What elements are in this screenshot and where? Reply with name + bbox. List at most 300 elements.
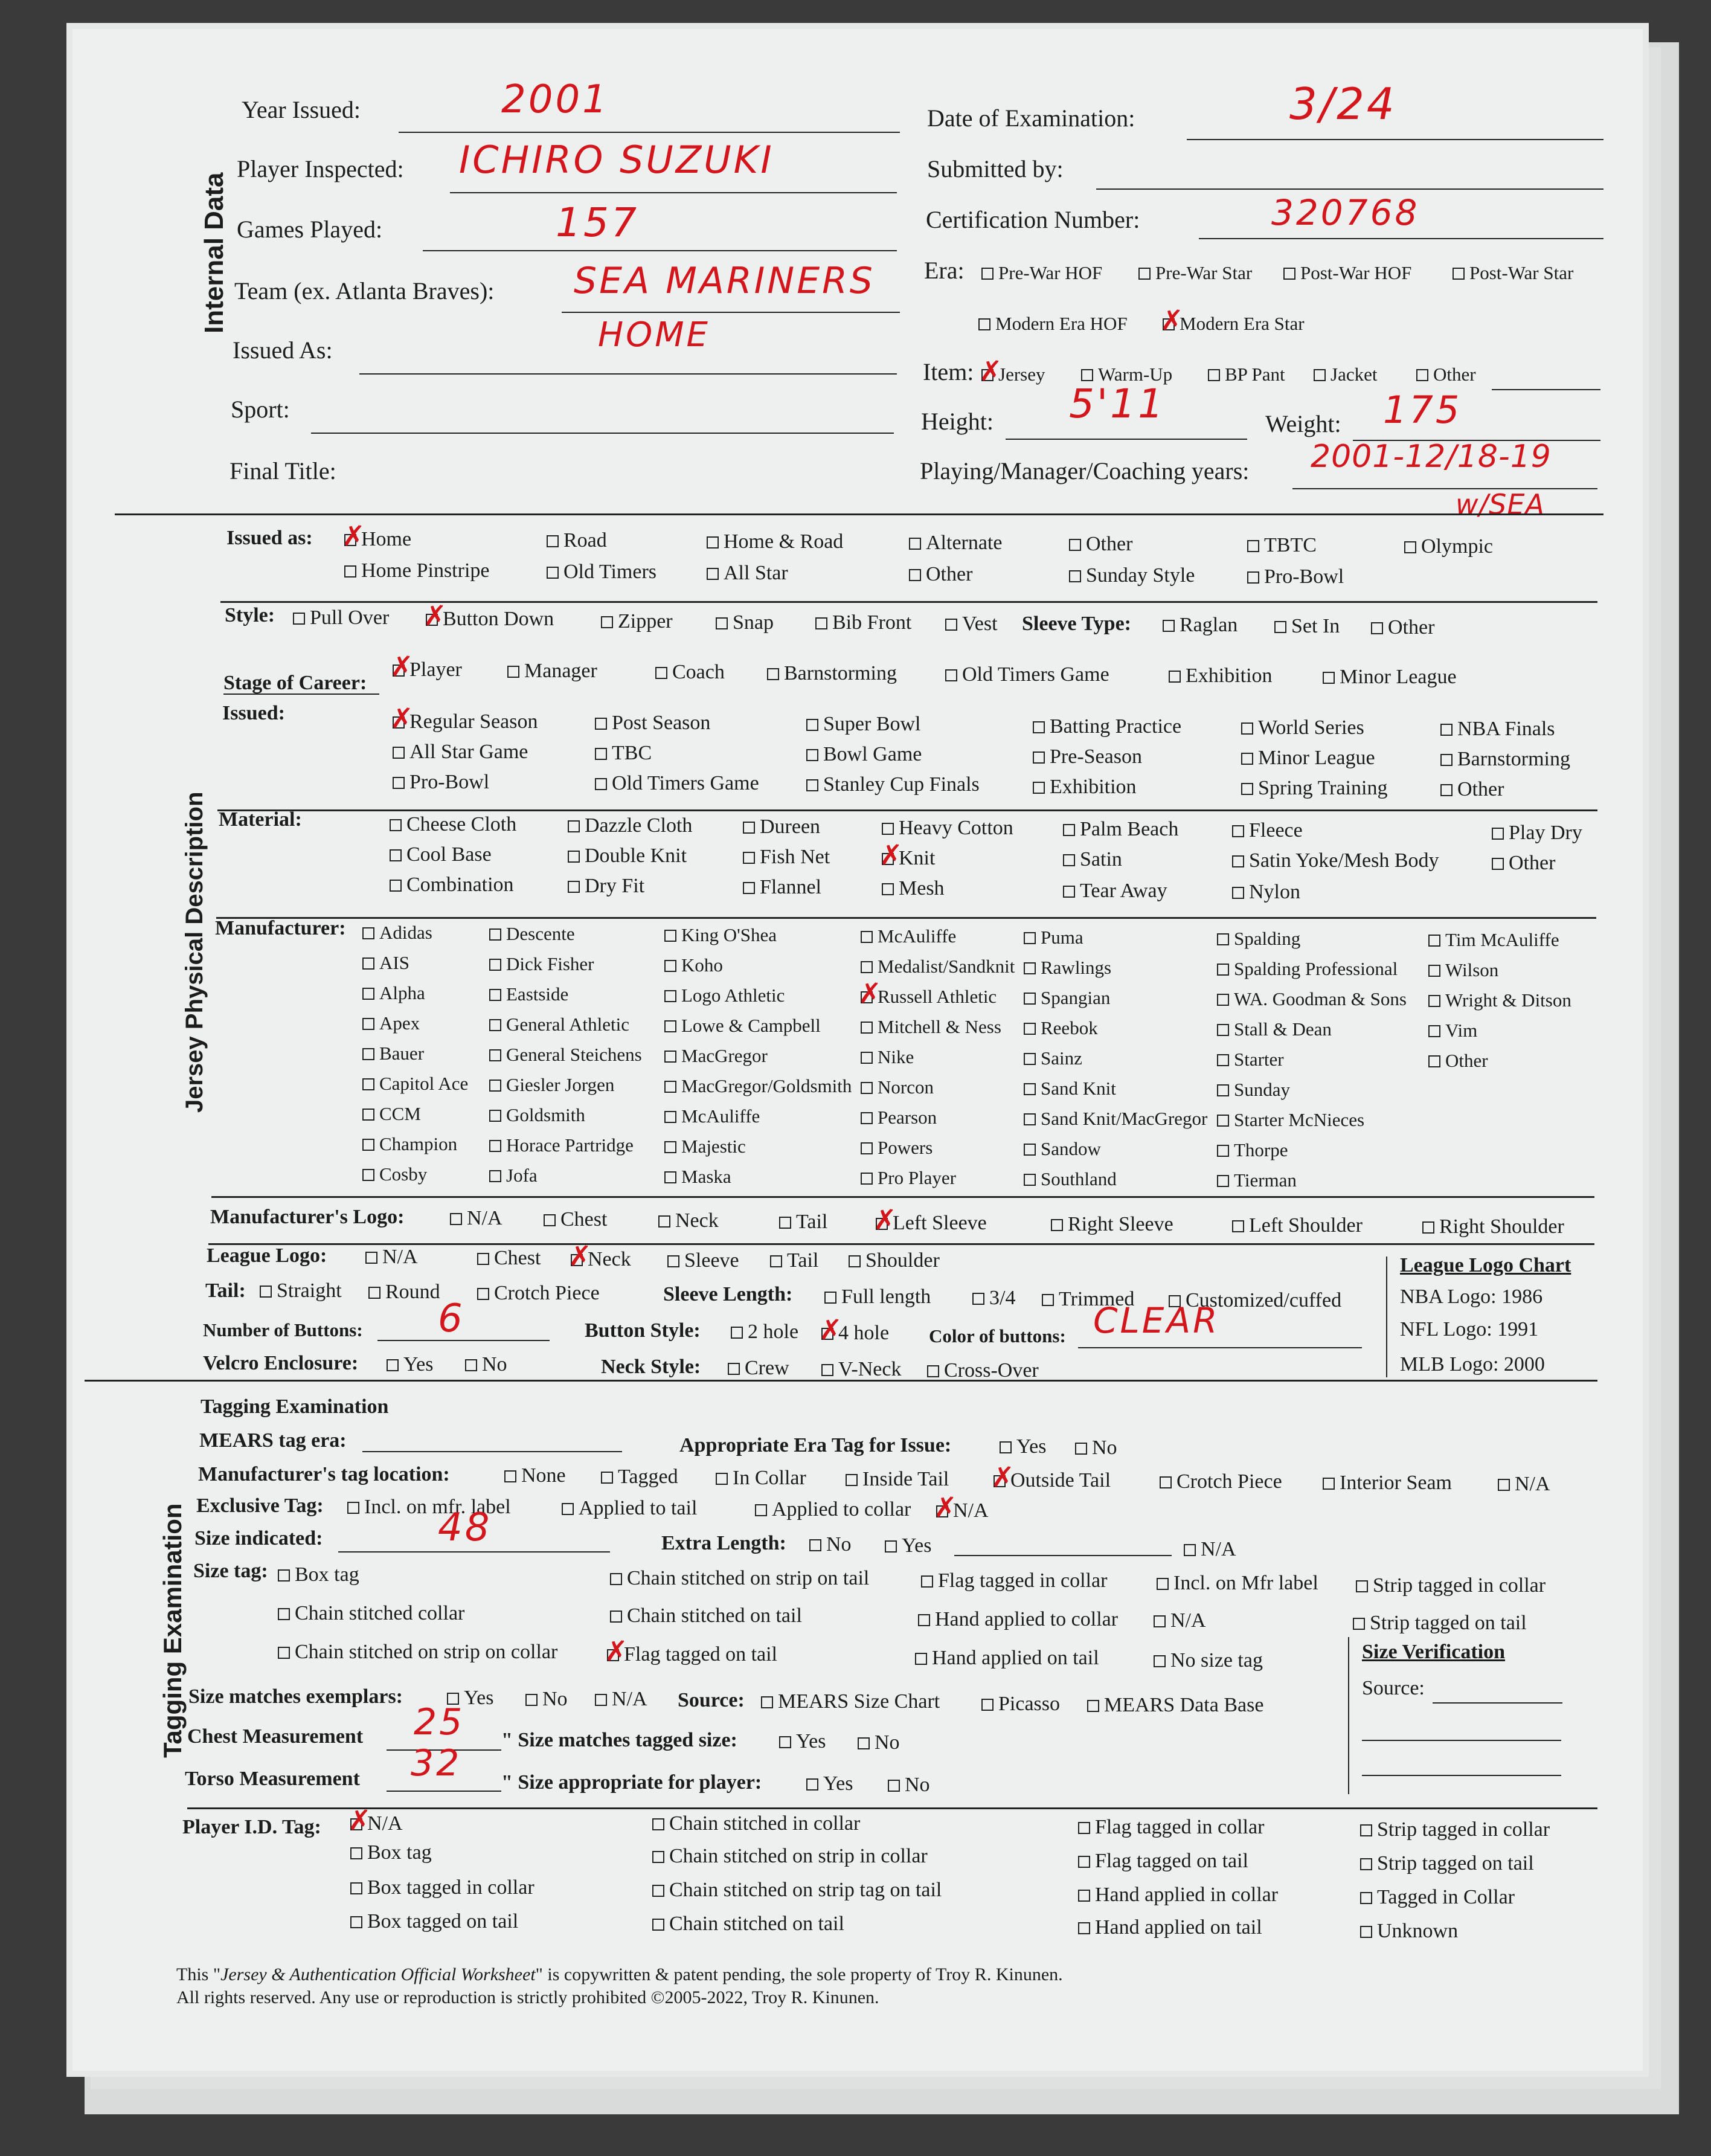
num-buttons-value[interactable]: 6 — [438, 1296, 465, 1341]
sleeve-other[interactable]: Other — [1371, 616, 1434, 639]
manufacturer-option[interactable]: Reebok — [1024, 1017, 1098, 1039]
league-logo-chest[interactable]: Chest — [477, 1247, 541, 1270]
manufacturer-option[interactable]: Sunday — [1217, 1079, 1290, 1101]
manufacturer-option[interactable]: WA. Goodman & Sons — [1217, 988, 1407, 1010]
manufacturer-option[interactable]: Stall & Dean — [1217, 1018, 1332, 1040]
manufacturer-option[interactable]: Pro Player — [861, 1167, 956, 1189]
issued-spring-training[interactable]: Spring Training — [1241, 777, 1387, 800]
checkbox-icon — [849, 1255, 861, 1267]
issued-tbc[interactable]: TBC — [595, 742, 652, 765]
footer-line-2: All rights reserved. Any use or reproduction is strictly prohibited ©2005-2022, Troy R. Kinunen. — [176, 1987, 879, 2007]
league-logo-sleeve[interactable]: Sleeve — [667, 1249, 739, 1272]
issued-as-other-2[interactable]: Other — [909, 563, 972, 586]
stage-coach[interactable]: Coach — [655, 661, 725, 684]
exclusive-incl-mfr[interactable]: Incl. on mfr. label — [347, 1496, 511, 1519]
velcro-no[interactable]: No — [465, 1353, 507, 1376]
neck-v-neck[interactable]: V-Neck — [821, 1358, 902, 1381]
sleeve-raglan[interactable]: Raglan — [1163, 614, 1238, 637]
mfr-logo-right-shoulder[interactable]: Right Shoulder — [1422, 1215, 1564, 1238]
manufacturer-option[interactable]: Wright & Ditson — [1428, 990, 1571, 1011]
exemplars-source-label: Source: — [678, 1689, 745, 1711]
pid-strip-collar[interactable]: Strip tagged in collar — [1360, 1818, 1550, 1841]
years-value-2[interactable]: w/SEA — [1456, 488, 1545, 521]
sizetag-box-tag[interactable]: Box tag — [278, 1563, 359, 1586]
checkbox-icon — [1033, 751, 1045, 764]
era-modern-star[interactable]: ✗ Modern Era Star — [1163, 313, 1305, 335]
manufacturer-option[interactable]: Wilson — [1428, 959, 1498, 981]
manufacturer-option[interactable]: Spangian — [1024, 987, 1110, 1009]
pid-strip-tail[interactable]: Strip tagged on tail — [1360, 1852, 1534, 1875]
tail-crotch-piece[interactable]: Crotch Piece — [477, 1282, 600, 1305]
material-mesh[interactable]: Mesh — [882, 877, 945, 900]
manufacturer-option[interactable]: Sand Knit — [1024, 1078, 1116, 1099]
issued-as-tbtc[interactable]: TBTC — [1247, 534, 1317, 557]
manufacturer-option[interactable]: Dick Fisher — [489, 953, 594, 975]
stage-underline — [223, 693, 379, 695]
issued-as-olympic[interactable]: Olympic — [1404, 535, 1493, 558]
sizetag-incl-mfr[interactable]: Incl. on Mfr label — [1157, 1572, 1318, 1595]
checkbox-icon — [390, 849, 402, 861]
mfr-logo-na[interactable]: N/A — [450, 1207, 502, 1230]
manufacturer-option[interactable]: MacGregor/Goldsmith — [664, 1075, 852, 1097]
torso-line — [387, 1791, 501, 1792]
material-dry-fit[interactable]: Dry Fit — [568, 875, 644, 898]
manufacturer-option[interactable]: McAuliffe — [861, 925, 956, 947]
exemplars-yes[interactable]: Yes — [447, 1687, 493, 1710]
player-inspected-line — [450, 192, 897, 193]
item-jersey[interactable]: ✗ Jersey — [981, 364, 1045, 385]
checkbox-icon — [610, 1573, 622, 1585]
checked-checkbox-icon — [861, 991, 873, 1003]
manufacturer-option[interactable]: Powers — [861, 1137, 933, 1159]
issued-stanley-cup[interactable]: Stanley Cup Finals — [806, 773, 980, 796]
appropriate-yes[interactable]: Yes — [1000, 1435, 1046, 1458]
checkbox-icon — [707, 536, 719, 549]
checkbox-icon — [1184, 1544, 1196, 1556]
issued-regular-season[interactable]: ✗ Regular Season — [393, 710, 538, 733]
verification-line-3 — [1362, 1775, 1561, 1776]
pid-box-collar[interactable]: Box tagged in collar — [350, 1876, 534, 1899]
checked-checkbox-icon — [936, 1505, 948, 1517]
issued-as-home[interactable]: ✗ Home — [344, 528, 411, 551]
issued-barnstorming[interactable]: Barnstorming — [1440, 748, 1570, 771]
sizetag-chain-collar[interactable]: Chain stitched collar — [278, 1602, 464, 1625]
checkbox-icon — [293, 613, 305, 625]
manufacturer-option[interactable]: Rawlings — [1024, 957, 1111, 979]
sizetag-no-size-tag[interactable]: No size tag — [1154, 1649, 1263, 1672]
appropriate-no[interactable]: No — [1075, 1437, 1117, 1459]
mfr-logo-chest[interactable]: Chest — [544, 1208, 607, 1231]
tag-loc-in-collar[interactable]: In Collar — [716, 1467, 806, 1490]
manufacturer-option[interactable]: Mitchell & Ness — [861, 1016, 1001, 1038]
issued-batting-practice[interactable]: Batting Practice — [1033, 715, 1181, 738]
issued-as-all-star[interactable]: All Star — [707, 562, 788, 585]
sizetag-flag-tail[interactable]: ✗ Flag tagged on tail — [607, 1643, 777, 1666]
sleeve-set-in[interactable]: Set In — [1274, 615, 1340, 638]
stage-manager[interactable]: Manager — [507, 660, 597, 683]
manufacturer-option[interactable]: Apex — [362, 1012, 420, 1034]
manufacturer-option[interactable]: Cosby — [362, 1163, 427, 1185]
checkbox-icon — [504, 1470, 516, 1482]
issued-as-other[interactable]: Other — [1069, 533, 1132, 556]
manufacturer-option[interactable]: Nike — [861, 1046, 914, 1068]
manufacturer-option[interactable]: Sandow — [1024, 1138, 1101, 1160]
pid-hand-tail[interactable]: Hand applied on tail — [1078, 1916, 1262, 1939]
tag-loc-none[interactable]: None — [504, 1464, 566, 1487]
sizetag-chain-strip-tail[interactable]: Chain stitched on strip on tail — [610, 1567, 869, 1590]
issued-as-road[interactable]: Road — [547, 529, 607, 552]
pid-chain-strip-collar[interactable]: Chain stitched on strip in collar — [652, 1845, 928, 1868]
sleeve-type-label: Sleeve Type: — [1022, 613, 1131, 635]
manufacturer-option[interactable]: Logo Athletic — [664, 985, 785, 1006]
tag-loc-interior-seam[interactable]: Interior Seam — [1323, 1472, 1452, 1495]
manufacturer-option[interactable]: Jofa — [489, 1165, 538, 1186]
issued-exhibition[interactable]: Exhibition — [1033, 776, 1137, 799]
era-pre-war-star[interactable]: Pre-War Star — [1138, 262, 1252, 284]
size-matches-no[interactable]: No — [858, 1731, 900, 1754]
material-fish-net[interactable]: Fish Net — [743, 846, 830, 869]
manufacturer-option[interactable]: Bauer — [362, 1043, 424, 1064]
mfr-logo-tail[interactable]: Tail — [779, 1211, 827, 1234]
material-heavy-cotton[interactable]: Heavy Cotton — [882, 817, 1013, 840]
material-nylon[interactable]: Nylon — [1232, 881, 1300, 904]
checkbox-icon — [664, 960, 676, 972]
sizetag-strip-collar[interactable]: Strip tagged in collar — [1356, 1574, 1546, 1597]
exemplars-na[interactable]: N/A — [595, 1688, 647, 1711]
issued-as-value[interactable]: HOME — [598, 315, 710, 355]
material-play-dry[interactable]: Play Dry — [1492, 822, 1582, 845]
checkbox-icon — [1492, 858, 1504, 870]
manufacturer-option[interactable]: Horace Partridge — [489, 1134, 634, 1156]
size-matches-yes[interactable]: Yes — [779, 1730, 826, 1753]
issued-world-series[interactable]: World Series — [1241, 716, 1364, 739]
issued-as-header-label: Issued As: — [233, 336, 333, 364]
exclusive-applied-tail[interactable]: Applied to tail — [562, 1497, 697, 1520]
issued-as-home-pinstripe[interactable]: Home Pinstripe — [344, 559, 489, 582]
material-flannel[interactable]: Flannel — [743, 876, 821, 899]
exclusive-na[interactable]: ✗ N/A — [936, 1499, 989, 1522]
checkbox-icon — [362, 1048, 374, 1060]
sizetag-chain-strip-collar[interactable]: Chain stitched on strip on collar — [278, 1641, 557, 1664]
checkbox-icon — [652, 1885, 664, 1897]
stage-old-timers[interactable]: Old Timers Game — [945, 663, 1109, 686]
style-bib-front[interactable]: Bib Front — [815, 611, 911, 634]
manufacturer-option[interactable]: Goldsmith — [489, 1104, 585, 1126]
item-label: Item: — [923, 358, 974, 385]
item-warm-up[interactable]: Warm-Up — [1081, 364, 1172, 385]
sizetag-na[interactable]: N/A — [1154, 1609, 1206, 1632]
manufacturer-option[interactable]: Medalist/Sandknit — [861, 956, 1015, 977]
year-issued-value[interactable]: 2001 — [501, 77, 609, 122]
manufacturer-option[interactable]: Thorpe — [1217, 1139, 1288, 1161]
material-dazzle-cloth[interactable]: Dazzle Cloth — [568, 814, 692, 837]
checkbox-icon — [362, 1109, 374, 1121]
manufacturer-option[interactable]: Vim — [1428, 1020, 1477, 1041]
style-pull-over[interactable]: Pull Over — [293, 607, 389, 629]
manufacturer-option[interactable]: Southland — [1024, 1168, 1117, 1190]
sizetag-hand-collar[interactable]: Hand applied to collar — [918, 1608, 1118, 1631]
sleeve-three-quarter[interactable]: 3/4 — [972, 1287, 1015, 1310]
issued-as-old-timers[interactable]: Old Timers — [547, 561, 656, 584]
games-played-value[interactable]: 157 — [556, 199, 639, 246]
sleeve-customized[interactable]: Customized/cuffed — [1169, 1289, 1341, 1312]
sleeve-full-length[interactable]: Full length — [824, 1286, 931, 1308]
issued-old-timers-game[interactable]: Old Timers Game — [595, 772, 759, 795]
exemplars-no[interactable]: No — [525, 1688, 568, 1711]
checkbox-icon — [861, 1112, 873, 1124]
issued-super-bowl[interactable]: Super Bowl — [806, 713, 921, 736]
torso-value[interactable]: 32 — [411, 1742, 462, 1784]
manufacturer-option[interactable]: Lowe & Campbell — [664, 1015, 821, 1037]
cert-number-value[interactable]: 320768 — [1271, 192, 1420, 233]
mfr-logo-left-shoulder[interactable]: Left Shoulder — [1232, 1214, 1363, 1237]
material-other[interactable]: Other — [1492, 852, 1555, 875]
stage-minor-league[interactable]: Minor League — [1323, 666, 1457, 689]
size-appropriate-yes[interactable]: Yes — [806, 1772, 853, 1795]
pid-flag-tail[interactable]: Flag tagged on tail — [1078, 1850, 1248, 1873]
manufacturer-option[interactable]: Sainz — [1024, 1047, 1082, 1069]
mears-tag-era-line — [362, 1451, 622, 1452]
pid-box-tail[interactable]: Box tagged on tail — [350, 1910, 518, 1933]
checked-checkbox-icon — [1163, 318, 1175, 330]
pid-chain-tail[interactable]: Chain stitched on tail — [652, 1913, 844, 1936]
manufacturer-option[interactable]: Starter McNieces — [1217, 1109, 1364, 1131]
style-vest[interactable]: Vest — [945, 613, 998, 636]
manufacturer-option[interactable]: Spalding Professional — [1217, 958, 1398, 980]
manufacturer-option[interactable]: King O'Shea — [664, 924, 777, 946]
issued-post-season[interactable]: Post Season — [595, 712, 710, 735]
manufacturer-option[interactable]: ✗Russell Athletic — [861, 986, 997, 1008]
manufacturer-option[interactable]: Maska — [664, 1166, 731, 1188]
pid-chain-collar[interactable]: Chain stitched in collar — [652, 1812, 860, 1835]
checkbox-icon — [824, 1292, 836, 1304]
league-logo-neck[interactable]: ✗ Neck — [571, 1248, 631, 1271]
manufacturer-option[interactable]: Giesler Jorgen — [489, 1074, 614, 1096]
checkbox-icon — [610, 1611, 622, 1623]
verification-divider — [1348, 1637, 1349, 1794]
manufacturer-option[interactable]: Tim McAuliffe — [1428, 929, 1559, 951]
exclusive-applied-collar[interactable]: Applied to collar — [755, 1498, 911, 1521]
pid-unknown[interactable]: Unknown — [1360, 1920, 1458, 1943]
material-dureen[interactable]: Dureen — [743, 816, 820, 838]
size-indicated-value[interactable]: 48 — [438, 1505, 492, 1550]
issued-bowl-game[interactable]: Bowl Game — [806, 743, 922, 766]
manufacturer-option[interactable]: Koho — [664, 954, 723, 976]
button-2-hole[interactable]: 2 hole — [731, 1321, 798, 1343]
mfr-logo-neck[interactable]: Neck — [658, 1209, 719, 1232]
years-line — [1292, 488, 1597, 489]
item-bp-pant[interactable]: BP Pant — [1208, 364, 1285, 385]
league-logo-na[interactable]: N/A — [365, 1246, 418, 1269]
checkbox-icon — [1428, 965, 1440, 977]
issued-as-alternate[interactable]: Alternate — [909, 532, 1003, 555]
source-mears-chart[interactable]: MEARS Size Chart — [761, 1690, 940, 1713]
checkbox-icon — [1323, 1478, 1335, 1490]
item-jacket[interactable]: Jacket — [1314, 364, 1377, 385]
sizetag-flag-collar[interactable]: Flag tagged in collar — [921, 1569, 1107, 1592]
pid-tagged-collar[interactable]: Tagged in Collar — [1360, 1886, 1515, 1909]
sizetag-strip-tail[interactable]: Strip tagged on tail — [1353, 1612, 1527, 1635]
manufacturer-option[interactable]: Alpha — [362, 982, 425, 1004]
tag-loc-tagged[interactable]: Tagged — [601, 1466, 678, 1488]
chest-value[interactable]: 25 — [414, 1701, 465, 1743]
checkbox-icon — [1232, 855, 1244, 867]
tag-loc-crotch-piece[interactable]: Crotch Piece — [1160, 1470, 1282, 1493]
manufacturer-option[interactable]: AIS — [362, 952, 409, 974]
neck-cross-over[interactable]: Cross-Over — [927, 1359, 1039, 1382]
pid-flag-collar[interactable]: Flag tagged in collar — [1078, 1816, 1264, 1839]
years-value[interactable]: 2001-12/18-19 — [1311, 439, 1552, 475]
manufacturer-option[interactable]: CCM — [362, 1103, 421, 1125]
style-snap[interactable]: Snap — [716, 611, 774, 634]
manufacturer-option[interactable]: Starter — [1217, 1049, 1284, 1070]
era-post-war-hof[interactable]: Post-War HOF — [1283, 262, 1411, 284]
button-color-label: Color of buttons: — [929, 1325, 1066, 1347]
sleeve-trimmed[interactable]: Trimmed — [1042, 1288, 1134, 1311]
checkbox-icon — [1232, 887, 1244, 899]
era-post-war-star[interactable]: Post-War Star — [1453, 262, 1573, 284]
issued-pre-season[interactable]: Pre-Season — [1033, 745, 1142, 768]
extra-length-na[interactable]: N/A — [1184, 1538, 1236, 1561]
manufacturer-option[interactable]: MacGregor — [664, 1045, 768, 1067]
league-chart-nfl: NFL Logo: 1991 — [1400, 1318, 1539, 1340]
issued-other[interactable]: Other — [1440, 778, 1504, 801]
material-cool-base[interactable]: Cool Base — [390, 843, 492, 866]
sleeve-length-label: Sleeve Length: — [663, 1283, 793, 1305]
league-logo-shoulder[interactable]: Shoulder — [849, 1249, 940, 1272]
size-appropriate-no[interactable]: No — [888, 1774, 930, 1797]
team-value[interactable]: SEA MARINERS — [574, 260, 875, 302]
issued-all-star-game[interactable]: All Star Game — [393, 741, 528, 764]
checkbox-icon — [350, 1847, 362, 1859]
weight-value[interactable]: 175 — [1383, 388, 1462, 432]
tag-loc-na[interactable]: N/A — [1498, 1473, 1550, 1496]
style-zipper[interactable]: Zipper — [601, 610, 673, 633]
extra-length-no[interactable]: No — [809, 1533, 852, 1556]
checkbox-icon — [664, 1081, 676, 1093]
tag-loc-outside-tail[interactable]: ✗ Outside Tail — [994, 1469, 1111, 1492]
material-palm-beach[interactable]: Palm Beach — [1063, 818, 1178, 841]
checkbox-icon — [945, 619, 957, 631]
checkbox-icon — [652, 1919, 664, 1931]
material-fleece[interactable]: Fleece — [1232, 819, 1303, 842]
checkbox-icon — [1353, 1618, 1365, 1630]
mfr-logo-right-sleeve[interactable]: Right Sleeve — [1051, 1213, 1173, 1236]
tail-round[interactable]: Round — [368, 1281, 440, 1304]
checkbox-icon — [806, 749, 818, 761]
manufacturer-option[interactable]: Eastside — [489, 983, 568, 1005]
checkbox-icon — [595, 748, 607, 760]
pid-chain-strip-tail[interactable]: Chain stitched on strip tag on tail — [652, 1879, 942, 1902]
checkbox-icon — [477, 1288, 489, 1300]
material-knit[interactable]: ✗ Knit — [882, 847, 935, 870]
pid-box-tag[interactable]: Box tag — [350, 1841, 432, 1864]
checkbox-icon — [568, 851, 580, 863]
stage-exhibition[interactable]: Exhibition — [1169, 664, 1273, 687]
material-tear-away[interactable]: Tear Away — [1063, 880, 1167, 903]
era-modern-hof[interactable]: Modern Era HOF — [978, 313, 1128, 335]
issued-nba-finals[interactable]: NBA Finals — [1440, 718, 1555, 741]
tag-loc-inside-tail[interactable]: Inside Tail — [846, 1468, 949, 1491]
league-logo-tail[interactable]: Tail — [770, 1249, 818, 1272]
manufacturer-option[interactable]: McAuliffe — [664, 1105, 760, 1127]
manufacturer-option[interactable]: Sand Knit/MacGregor — [1024, 1108, 1207, 1130]
exclusive-tag-label: Exclusive Tag: — [196, 1495, 324, 1517]
button-color-value[interactable]: CLEAR — [1093, 1300, 1220, 1341]
checkbox-icon — [918, 1614, 930, 1626]
checkbox-icon — [489, 928, 501, 941]
issued-as-sunday-style[interactable]: Sunday Style — [1069, 564, 1195, 587]
material-combination[interactable]: Combination — [390, 874, 514, 896]
pid-na[interactable]: ✗ N/A — [350, 1812, 403, 1835]
manufacturer-option[interactable]: Adidas — [362, 922, 432, 944]
manufacturer-option[interactable]: Tierman — [1217, 1170, 1297, 1191]
tail-straight[interactable]: Straight — [260, 1279, 342, 1302]
divider-3 — [217, 809, 1597, 811]
checkbox-icon — [981, 268, 994, 280]
checkbox-icon — [779, 1217, 791, 1229]
pid-hand-collar[interactable]: Hand applied in collar — [1078, 1884, 1278, 1907]
checkbox-icon — [1232, 825, 1244, 837]
style-button-down[interactable]: ✗ Button Down — [426, 608, 554, 631]
checkbox-icon — [1453, 268, 1465, 280]
manufacturer-option[interactable]: Descente — [489, 923, 575, 945]
manufacturer-option[interactable]: Norcon — [861, 1076, 934, 1098]
manufacturer-option[interactable]: Majestic — [664, 1136, 746, 1157]
manufacturer-option[interactable]: General Steichens — [489, 1044, 642, 1066]
velcro-yes[interactable]: Yes — [387, 1353, 433, 1376]
extra-length-yes[interactable]: Yes — [885, 1534, 931, 1557]
manufacturer-option[interactable]: Champion — [362, 1133, 457, 1155]
issued-as-home-road[interactable]: Home & Road — [707, 530, 843, 553]
sizetag-hand-tail[interactable]: Hand applied on tail — [915, 1647, 1099, 1670]
height-value[interactable]: 5'11 — [1069, 381, 1166, 427]
manufacturer-option[interactable]: Capitol Ace — [362, 1073, 468, 1095]
material-satin-yoke[interactable]: Satin Yoke/Mesh Body — [1232, 849, 1439, 872]
player-inspected-value[interactable]: ICHIRO SUZUKI — [459, 138, 774, 182]
button-4-hole[interactable]: ✗ 4 hole — [821, 1322, 889, 1345]
neck-crew[interactable]: Crew — [728, 1357, 789, 1380]
mfr-logo-left-sleeve[interactable]: ✗ Left Sleeve — [876, 1212, 987, 1235]
manufacturer-option[interactable]: Puma — [1024, 927, 1083, 948]
manufacturer-option[interactable]: Other — [1428, 1050, 1488, 1072]
source-picasso[interactable]: Picasso — [981, 1693, 1060, 1716]
manufacturer-option[interactable]: General Athletic — [489, 1014, 629, 1035]
checkbox-icon — [1024, 993, 1036, 1005]
checkbox-icon — [489, 1080, 501, 1092]
era-pre-war-hof[interactable]: Pre-War HOF — [981, 262, 1102, 284]
manufacturer-option[interactable]: Pearson — [861, 1107, 937, 1128]
jersey-description-label: Jersey Physical Description — [181, 791, 208, 1113]
source-mears-database[interactable]: MEARS Data Base — [1087, 1694, 1263, 1717]
checkbox-icon — [1217, 933, 1229, 945]
stage-player[interactable]: ✗Player — [393, 658, 462, 681]
item-other[interactable]: Other — [1416, 364, 1476, 385]
date-exam-value[interactable]: 3/24 — [1289, 79, 1397, 129]
final-title-label: Final Title: — [230, 457, 336, 484]
manufacturer-option[interactable]: Spalding — [1217, 928, 1300, 950]
stage-barnstorming[interactable]: Barnstorming — [767, 662, 897, 685]
material-satin[interactable]: Satin — [1063, 848, 1122, 871]
sizetag-chain-tail[interactable]: Chain stitched on tail — [610, 1604, 802, 1627]
issued-minor-league[interactable]: Minor League — [1241, 747, 1375, 770]
issued-as-pro-bowl[interactable]: Pro-Bowl — [1247, 565, 1344, 588]
checkbox-icon — [362, 988, 374, 1000]
checkbox-icon — [1371, 622, 1383, 634]
issued-pro-bowl[interactable]: Pro-Bowl — [393, 771, 489, 794]
material-double-knit[interactable]: Double Knit — [568, 845, 687, 867]
material-cheese-cloth[interactable]: Cheese Cloth — [390, 813, 516, 836]
